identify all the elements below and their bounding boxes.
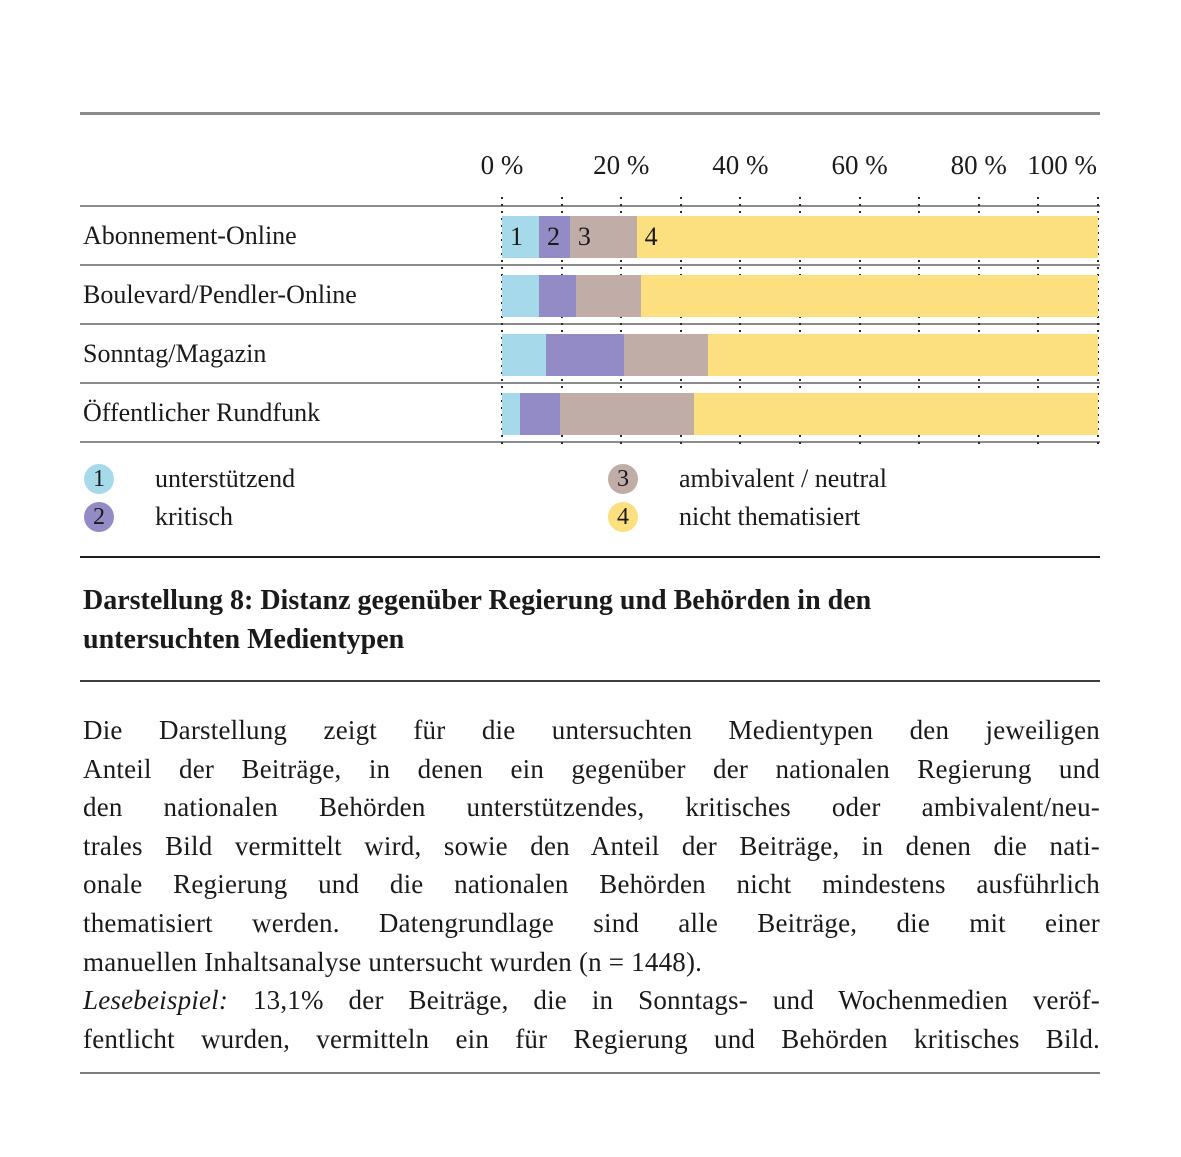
stacked-bar: [502, 334, 1098, 376]
lesebeispiel-label: Lesebeispiel:: [83, 985, 229, 1016]
description-line: Die Darstellung zeigt für die untersuchten Medientypen den jeweiligen: [83, 715, 1100, 745]
figure-description: [83, 711, 1100, 1058]
bar-segment-4: [694, 393, 1097, 435]
lesebeispiel-line: [83, 981, 1100, 1020]
x-axis: [80, 125, 1100, 205]
figure-container: [80, 0, 1100, 1157]
legend-label: ambivalent / neutral: [679, 464, 887, 493]
x-tick-label: 40 %: [712, 150, 769, 180]
bar-segment-4: [641, 275, 1098, 317]
caption-rule: [80, 680, 1100, 682]
legend-item: [608, 464, 887, 494]
chart-row-2: [80, 264, 1100, 323]
figure-bottom-rule: [80, 556, 1100, 558]
x-tick-label: 80 %: [950, 150, 1007, 180]
bar-segment-2: [539, 216, 570, 258]
legend-marker-circle: 4: [608, 502, 638, 532]
description-line: thematisiert werden. Datengrundlage sind alle Beiträge, die mit einer: [83, 907, 1100, 938]
bar-segment-2: [520, 393, 561, 435]
legend-item: [84, 464, 295, 494]
x-tick-label: 100 %: [1027, 150, 1097, 180]
top-rule: [80, 112, 1100, 115]
bar-segment-2: [539, 275, 576, 317]
description-line: trales Bild vermittelt wird, sowie den Anteil der Beiträge, in denen die nati-: [83, 830, 1100, 861]
legend-column-right: [608, 464, 887, 540]
legend-item: [84, 502, 295, 532]
description-line: den nationalen Behörden unterstützendes, kritisches oder ambivalent/neu-: [83, 792, 1100, 823]
x-tick-label: 0 %: [480, 150, 524, 180]
chart-row-1: [80, 205, 1100, 264]
description-line: manuellen Inhaltsanalyse untersucht wurden (n = 1448).: [83, 946, 703, 977]
stacked-bar: [502, 216, 1098, 258]
legend-marker-circle: 2: [84, 502, 114, 532]
bar-segment-1: [502, 216, 539, 258]
legend-item: [608, 502, 887, 532]
stacked-bar-chart: [80, 205, 1100, 443]
figure-caption: [83, 581, 1097, 659]
bar-segment-3: [560, 393, 694, 435]
bar-segment-1: [502, 275, 539, 317]
bar-segment-2: [546, 334, 624, 376]
caption-line-2: untersuchten Medientypen: [83, 624, 405, 655]
bar-segment-1: [502, 334, 546, 376]
bar-segment-1: [502, 393, 520, 435]
segment-number: 2: [546, 222, 560, 251]
category-label: Öffentlicher Rundfunk: [83, 397, 321, 427]
bar-segment-3: [624, 334, 709, 376]
description-line: onale Regierung und die nationalen Behörden nicht mindestens ausführlich: [83, 869, 1100, 900]
x-tick-label: 20 %: [593, 150, 650, 180]
legend-column-left: [84, 464, 295, 540]
bar-segment-4: [637, 216, 1098, 258]
legend-marker-circle: 1: [84, 464, 114, 494]
lesebeispiel-text: 13,1% der Beiträge, die in Sonntags- und Wochenmedien veröf-: [228, 985, 1100, 1016]
bottom-rule: [80, 1072, 1100, 1074]
caption-line-1: Darstellung 8: Distanz gegenüber Regierung und Behörden in den: [83, 585, 872, 616]
x-tick-label: 60 %: [831, 150, 888, 180]
chart-row-4: [80, 382, 1100, 441]
legend-label: unterstützend: [155, 464, 296, 493]
legend-label: nicht thematisiert: [679, 502, 861, 531]
segment-number: 4: [644, 222, 658, 251]
category-label: Abonnement-Online: [83, 220, 297, 250]
legend-label: kritisch: [155, 502, 233, 531]
segment-number: 3: [577, 222, 591, 251]
category-label: Boulevard/Pendler-Online: [83, 279, 357, 309]
description-line: Anteil der Beiträge, in denen ein gegenüber der nationalen Regierung und: [83, 753, 1100, 784]
lesebeispiel-line-2: fentlicht wurden, vermitteln ein für Regierung und Behörden kritisches Bild.: [83, 1023, 1100, 1054]
chart-row-3: [80, 323, 1100, 382]
category-label: Sonntag/Magazin: [83, 338, 267, 368]
segment-number: 1: [510, 222, 523, 251]
bar-segment-3: [576, 275, 642, 317]
bar-segment-3: [570, 216, 637, 258]
legend-marker-circle: 3: [608, 464, 638, 494]
stacked-bar: [502, 393, 1098, 435]
stacked-bar: [502, 275, 1098, 317]
bar-segment-4: [708, 334, 1098, 376]
